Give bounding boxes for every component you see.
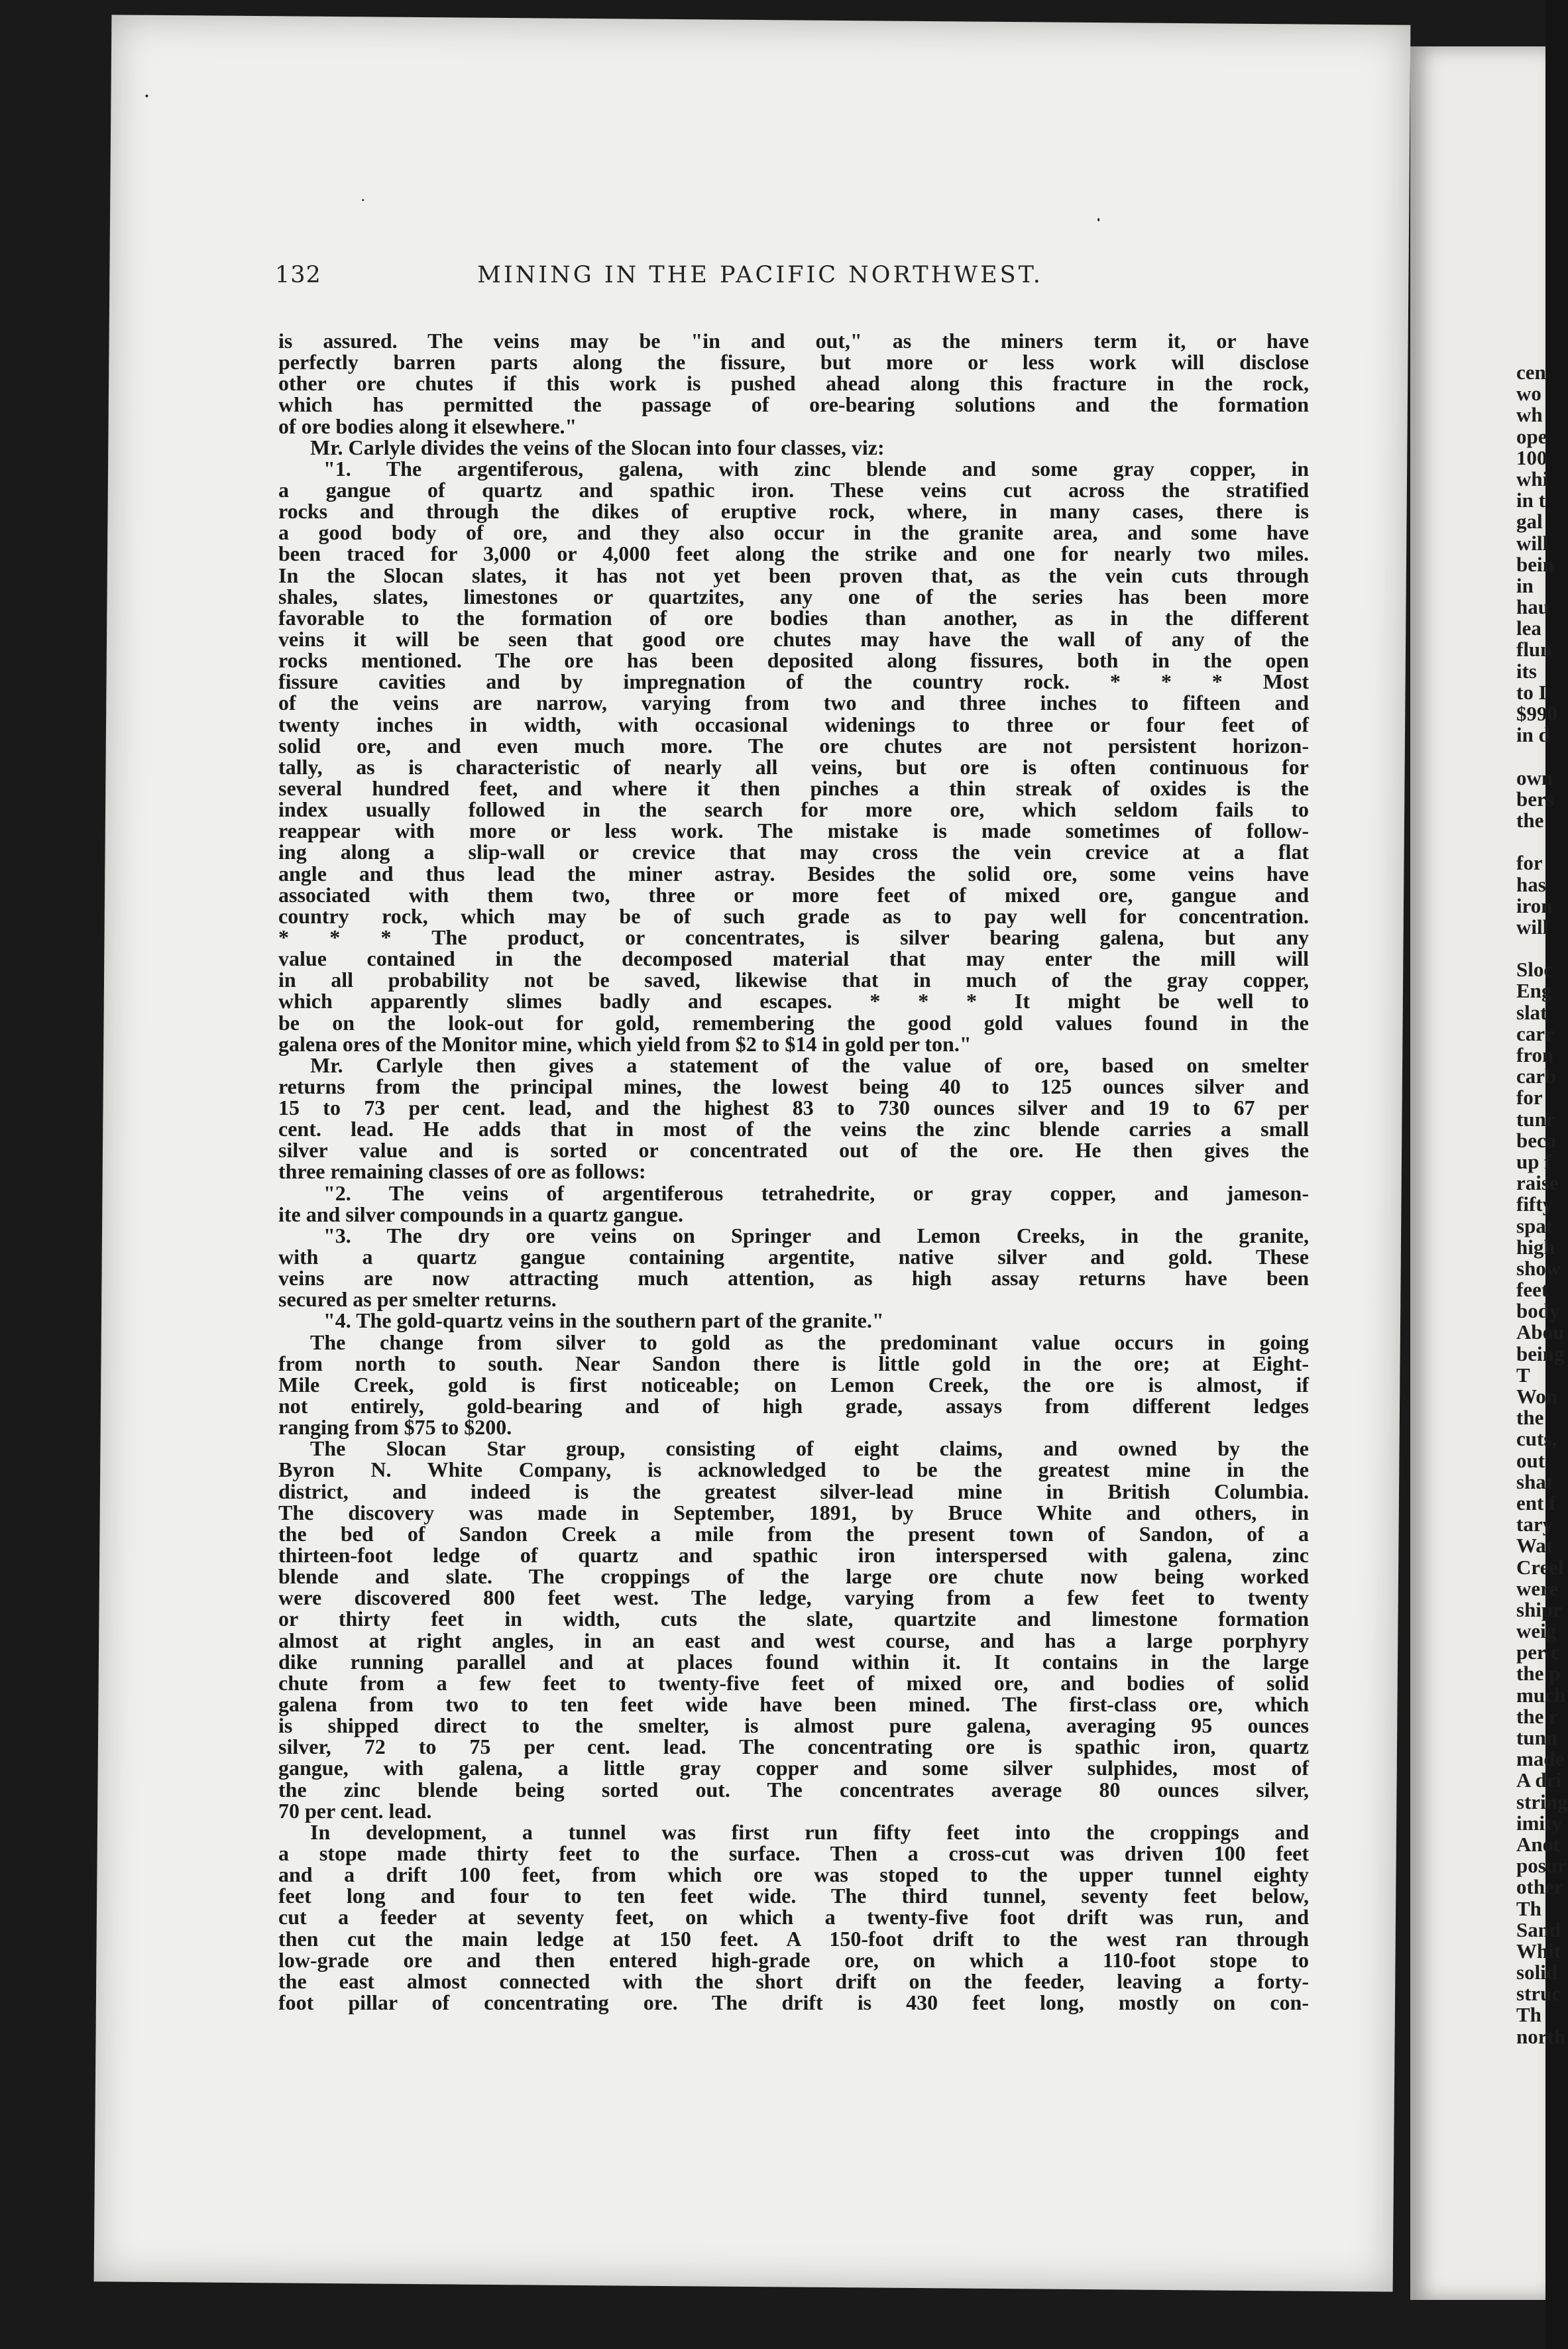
adjacent-page-line: the xyxy=(1516,1406,1544,1430)
text-line: of the veins are narrow, varying from two and three inches to fifteen and xyxy=(278,691,1309,715)
text-line: Mr. Carlyle divides the veins of the Slocan into four classes, viz: xyxy=(310,435,885,459)
text-line: low-grade ore and then entered high-grade ore, on which a 110-foot stope to xyxy=(278,1947,1309,1972)
adjacent-page-line: lea xyxy=(1516,616,1541,640)
adjacent-page-line: the r xyxy=(1516,1704,1558,1728)
adjacent-page-line: up f xyxy=(1516,1149,1551,1173)
text-line: and a drift 100 feet, from which ore was stoped to the upper tunnel eighty xyxy=(278,1862,1309,1887)
text-line: 70 per cent. lead. xyxy=(278,1798,432,1823)
adjacent-page-line: Creel xyxy=(1516,1555,1564,1579)
adjacent-page-line xyxy=(1410,746,1568,767)
text-line: several hundred feet, and where it then pinches a thin streak of oxides is the xyxy=(278,775,1309,800)
paper-speck xyxy=(362,199,364,201)
text-line: veins it will be seen that good ore chutes may have the wall of any of the xyxy=(278,626,1309,651)
adjacent-page-line: own xyxy=(1516,766,1553,789)
text-line: silver value and is sorted or concentrated out of the ore. He then gives the xyxy=(278,1138,1309,1163)
adjacent-page-line: shat xyxy=(1516,1469,1553,1493)
text-line: a gangue of quartz and spathic iron. These veins cut across the stratified xyxy=(278,477,1309,502)
adjacent-page-line: string xyxy=(1516,1790,1568,1813)
adjacent-page-line: Anot xyxy=(1516,1832,1560,1856)
text-line: index usually followed in the search for more ore, which seldom fails to xyxy=(278,797,1309,822)
text-line: ranging from $75 to $200. xyxy=(278,1415,512,1440)
text-line: of ore bodies along it elsewhere." xyxy=(278,414,577,438)
text-line: which has permitted the passage of ore-bearing solutions and the formation xyxy=(278,392,1309,417)
paper-speck xyxy=(1097,218,1099,221)
adjacent-page-line: cen xyxy=(1516,361,1546,384)
text-line: galena from two to ten feet wide have been mined. The first-class ore, which xyxy=(278,1692,1309,1716)
text-line: associated with them two, three or more feet of mixed ore, gangue and xyxy=(278,882,1309,907)
text-line: ing along a slip-wall or crevice that may cross the vein crevice at a flat xyxy=(278,840,1309,864)
adjacent-page-line: other xyxy=(1516,1875,1563,1899)
adjacent-page-line: were xyxy=(1516,1576,1559,1600)
text-line: the zinc blende being sorted out. The concentrates average 80 ounces silver, xyxy=(278,1777,1309,1802)
text-line: a stope made thirty feet to the surface. Then a cross-cut was driven 100 feet xyxy=(278,1841,1309,1865)
adjacent-page-line: carr xyxy=(1516,1021,1554,1045)
adjacent-page-line: wo xyxy=(1516,382,1541,406)
adjacent-page-line: for xyxy=(1516,1086,1543,1110)
adjacent-page-line: Whit xyxy=(1516,1939,1561,1963)
adjacent-page-line: posur xyxy=(1516,1854,1567,1878)
adjacent-page-line: bein xyxy=(1516,552,1554,576)
adjacent-page-line: north xyxy=(1516,2024,1566,2048)
adjacent-page-line: ope xyxy=(1516,424,1547,448)
adjacent-page-edge xyxy=(1410,46,1568,2300)
running-title: MINING IN THE PACIFIC NORTHWEST. xyxy=(477,262,1043,288)
adjacent-page-line: Eng xyxy=(1516,979,1552,1003)
text-line: or thirty feet in width, cuts the slate, quartzite and limestone formation xyxy=(278,1607,1309,1631)
text-line: "1. The argentiferous, galena, with zinc blende and some gray copper, in xyxy=(323,456,1309,481)
text-line: chute from a few feet to twenty-five feet of mixed ore, and bodies of solid xyxy=(278,1670,1309,1695)
text-line: The Slocan Star group, consisting of eight claims, and owned by the xyxy=(310,1436,1309,1461)
text-line: which apparently slimes badly and escapes. * * * It might be well to xyxy=(278,989,1309,1013)
text-line: 15 to 73 per cent. lead, and the highest 83 to 730 ounces silver and 19 to 67 per xyxy=(278,1096,1309,1120)
text-line: "4. The gold-quartz veins in the southern part of the granite." xyxy=(323,1308,884,1333)
adjacent-page-line: iron xyxy=(1516,893,1553,917)
text-line: perfectly barren parts along the fissure, but more or less work will disclose xyxy=(278,350,1309,374)
text-line: Mile Creek, gold is first noticeable; on Lemon Creek, the ore is almost, if xyxy=(278,1372,1309,1397)
adjacent-page-line: being xyxy=(1516,1342,1565,1365)
text-line: Mr. Carlyle then gives a statement of the value of ore, based on smelter xyxy=(310,1053,1309,1077)
adjacent-page-line: tary xyxy=(1516,1513,1553,1536)
text-line: the bed of Sandon Creek a mile from the present town of Sandon, of a xyxy=(278,1521,1309,1546)
text-line: thirteen-foot ledge of quartz and spathic iron interspersed with galena, zinc xyxy=(278,1543,1309,1568)
adjacent-page-line: beca xyxy=(1516,1128,1557,1152)
adjacent-page-line: high xyxy=(1516,1235,1555,1259)
adjacent-page-line: show xyxy=(1516,1256,1561,1280)
text-line: secured as per smelter returns. xyxy=(278,1287,557,1312)
text-line: country rock, which may be of such grade as to pay well for concentration. xyxy=(278,903,1309,928)
adjacent-page-line: cuts, xyxy=(1516,1427,1557,1451)
adjacent-page-line: will xyxy=(1516,531,1549,555)
adjacent-page-line: in d xyxy=(1516,723,1550,747)
text-line: other ore chutes if this work is pushed ahead along this fracture in the rock, xyxy=(278,371,1309,396)
text-line: galena ores of the Monitor mine, which yield from $2 to $14 in gold per ton." xyxy=(278,1031,972,1056)
adjacent-page-line: has xyxy=(1516,872,1546,896)
adjacent-page-line: raise xyxy=(1516,1171,1559,1195)
adjacent-page-line: carb xyxy=(1516,1064,1557,1088)
text-line: Byron N. White Company, is acknowledged to be the greatest mine in the xyxy=(278,1458,1309,1482)
adjacent-page-line: for xyxy=(1516,851,1543,875)
text-line: rocks and through the dikes of eruptive rock, where, in many cases, there is xyxy=(278,499,1309,524)
adjacent-page-line: out xyxy=(1516,1448,1545,1472)
adjacent-page-line: much xyxy=(1516,1683,1566,1707)
adjacent-page-line: flun xyxy=(1516,638,1552,661)
text-line: "2. The veins of argentiferous tetrahedrite, or gray copper, and jameson- xyxy=(323,1180,1309,1205)
adjacent-page-line: in t xyxy=(1516,488,1545,512)
text-line: The change from silver to gold as the predominant value occurs in going xyxy=(310,1330,1309,1354)
adjacent-page-line: tunr xyxy=(1516,1107,1555,1131)
adjacent-page-line: tunn xyxy=(1516,1726,1558,1749)
text-line: foot pillar of concentrating ore. The drift is 430 feet long, mostly on con- xyxy=(278,1990,1309,2014)
text-line: three remaining classes of ore as follows: xyxy=(278,1159,646,1184)
adjacent-page-line: fron xyxy=(1516,1043,1554,1066)
adjacent-page-line: imity xyxy=(1516,1811,1562,1835)
adjacent-page-line: solid xyxy=(1516,1961,1558,1984)
adjacent-page-line: fifty xyxy=(1516,1192,1553,1216)
text-line: gangue, with galena, a little gray copper and some silver sulphides, most of xyxy=(278,1756,1309,1780)
text-line: favorable to the formation of ore bodies than another, as in the different xyxy=(278,605,1309,630)
text-line: a good body of ore, and they also occur in the granite area, and some have xyxy=(278,520,1309,545)
text-line: angle and thus lead the miner astray. Besides the solid ore, some veins have xyxy=(278,861,1309,886)
text-line: twenty inches in width, with occasional widenings to three or four feet of xyxy=(278,712,1309,736)
adjacent-page-line: Th xyxy=(1516,1896,1541,1920)
page-header xyxy=(275,262,1309,302)
adjacent-page-line: its xyxy=(1516,659,1537,683)
text-line: not entirely, gold-bearing and of high grade, assays from different ledges xyxy=(278,1394,1309,1418)
text-line: feet long and four to ten feet wide. The third tunnel, seventy feet below, xyxy=(278,1884,1309,1908)
adjacent-page-line: bers xyxy=(1516,787,1554,811)
body-text xyxy=(278,330,1309,2013)
text-line: tally, as is characteristic of nearly all veins, but ore is often continuous for xyxy=(278,754,1309,779)
adjacent-page-line: hau xyxy=(1516,595,1549,619)
adjacent-page-line: body xyxy=(1516,1299,1560,1323)
text-line: veins are now attracting much attention, as high assay returns have been xyxy=(278,1266,1309,1290)
adjacent-page-line: per c xyxy=(1516,1640,1560,1664)
text-line: In development, a tunnel was first run fifty feet into the croppings and xyxy=(310,1819,1309,1844)
text-line: * * * The product, or concentrates, is silver bearing galena, but any xyxy=(278,925,1309,949)
paper-speck xyxy=(145,95,148,97)
adjacent-page-line: spat xyxy=(1516,1214,1553,1237)
adjacent-page-line: A dri xyxy=(1516,1768,1562,1792)
text-line: were discovered 800 feet west. The ledge, varying from a few feet to twenty xyxy=(278,1585,1309,1610)
adjacent-page-line: made xyxy=(1516,1747,1565,1771)
text-line: the east almost connected with the short drift on the feeder, leaving a forty- xyxy=(278,1969,1309,1993)
text-line: is assured. The veins may be "in and out," as the miners term it, or have xyxy=(278,329,1309,353)
adjacent-page-line: $990 xyxy=(1516,702,1557,725)
adjacent-page-line: gal xyxy=(1516,510,1543,534)
adjacent-page-line: the p xyxy=(1516,1662,1561,1686)
text-line: value contained in the decomposed material that may enter the mill will xyxy=(278,946,1309,971)
adjacent-page-line: 100 xyxy=(1516,445,1547,469)
text-line: from north to south. Near Sandon there is little gold in the ore; at Eight- xyxy=(278,1351,1309,1375)
text-line: silver, 72 to 75 per cent. lead. The concentrating ore is spathic iron, quartz xyxy=(278,1735,1309,1759)
text-line: almost at right angles, in an east and west course, and has a large porphyry xyxy=(278,1628,1309,1652)
text-line: rocks mentioned. The ore has been deposited along fissures, both in the open xyxy=(278,648,1309,673)
adjacent-page-line: Wat xyxy=(1516,1534,1553,1558)
adjacent-page-line: ent f xyxy=(1516,1491,1556,1515)
adjacent-page-line: struc xyxy=(1516,1982,1561,2006)
adjacent-page-line: feet xyxy=(1516,1278,1549,1302)
text-line: "3. The dry ore veins on Springer and Lemon Creeks, in the granite, xyxy=(323,1223,1309,1247)
adjacent-page-line: slat xyxy=(1516,1000,1547,1024)
adjacent-page-line: will xyxy=(1516,915,1549,939)
text-line: cut a feeder at seventy feet, on which a twenty-five foot drift was run, and xyxy=(278,1905,1309,1929)
adjacent-page-line: whi xyxy=(1516,467,1549,490)
adjacent-page-line: Won xyxy=(1516,1385,1558,1408)
text-line: The discovery was made in September, 1891, by Bruce White and others, in xyxy=(278,1500,1309,1524)
text-line: solid ore, and even much more. The ore chutes are not persistent horizon- xyxy=(278,733,1309,758)
adjacent-page-line: Sand xyxy=(1516,1918,1561,1941)
text-line: be on the look-out for gold, remembering the good gold values found in the xyxy=(278,1010,1309,1035)
text-line: is shipped direct to the smelter, is almost pure galena, averaging 95 ounces xyxy=(278,1713,1309,1738)
text-line: been traced for 3,000 or 4,000 feet along the strike and one for nearly two miles. xyxy=(278,542,1309,566)
adjacent-page-line: to I xyxy=(1516,680,1547,704)
adjacent-page-text xyxy=(1410,362,1568,2047)
text-line: with a quartz gangue containing argentite, native silver and gold. These xyxy=(278,1245,1309,1269)
text-line: cent. lead. He adds that in most of the veins the zinc blende carries a small xyxy=(278,1117,1309,1141)
adjacent-page-line: shipr xyxy=(1516,1597,1562,1621)
page-number: 132 xyxy=(275,262,321,288)
text-line: in all probability not be saved, likewise that in much of the gray copper, xyxy=(278,968,1309,992)
adjacent-page-line: Sloc xyxy=(1516,958,1553,982)
text-line: returns from the principal mines, the lowest being 40 to 125 ounces silver and xyxy=(278,1074,1309,1098)
text-line: district, and indeed is the greatest silver-lead mine in British Columbia. xyxy=(278,1479,1309,1503)
adjacent-page-line xyxy=(1410,938,1568,959)
text-line: fissure cavities and by impregnation of the country rock. * * * Most xyxy=(278,669,1309,694)
adjacent-page-line: wh xyxy=(1516,403,1543,427)
text-line: blende and slate. The croppings of the large ore chute now being worked xyxy=(278,1564,1309,1589)
text-line: dike running parallel and at places found within it. It contains in the large xyxy=(278,1649,1309,1674)
text-line: shales, slates, limestones or quartzites, any one of the series has been more xyxy=(278,584,1309,608)
adjacent-page-line: weig xyxy=(1516,1619,1557,1643)
adjacent-page-line xyxy=(1410,831,1568,852)
text-line: reappear with more or less work. The mistake is made sometimes of follow- xyxy=(278,819,1309,843)
text-line: then cut the main ledge at 150 feet. A 150-foot drift to the west ran through xyxy=(278,1926,1309,1951)
adjacent-page-line: Abou xyxy=(1516,1320,1565,1344)
text-line: In the Slocan slates, it has not yet been proven that, as the vein cuts through xyxy=(278,563,1309,587)
adjacent-page-line: Th xyxy=(1516,2003,1541,2027)
adjacent-page-line: the xyxy=(1516,808,1544,832)
adjacent-page-line: in xyxy=(1516,573,1534,597)
text-line: ite and silver compounds in a quartz gangue. xyxy=(278,1202,684,1226)
adjacent-page-line: T xyxy=(1516,1363,1530,1387)
